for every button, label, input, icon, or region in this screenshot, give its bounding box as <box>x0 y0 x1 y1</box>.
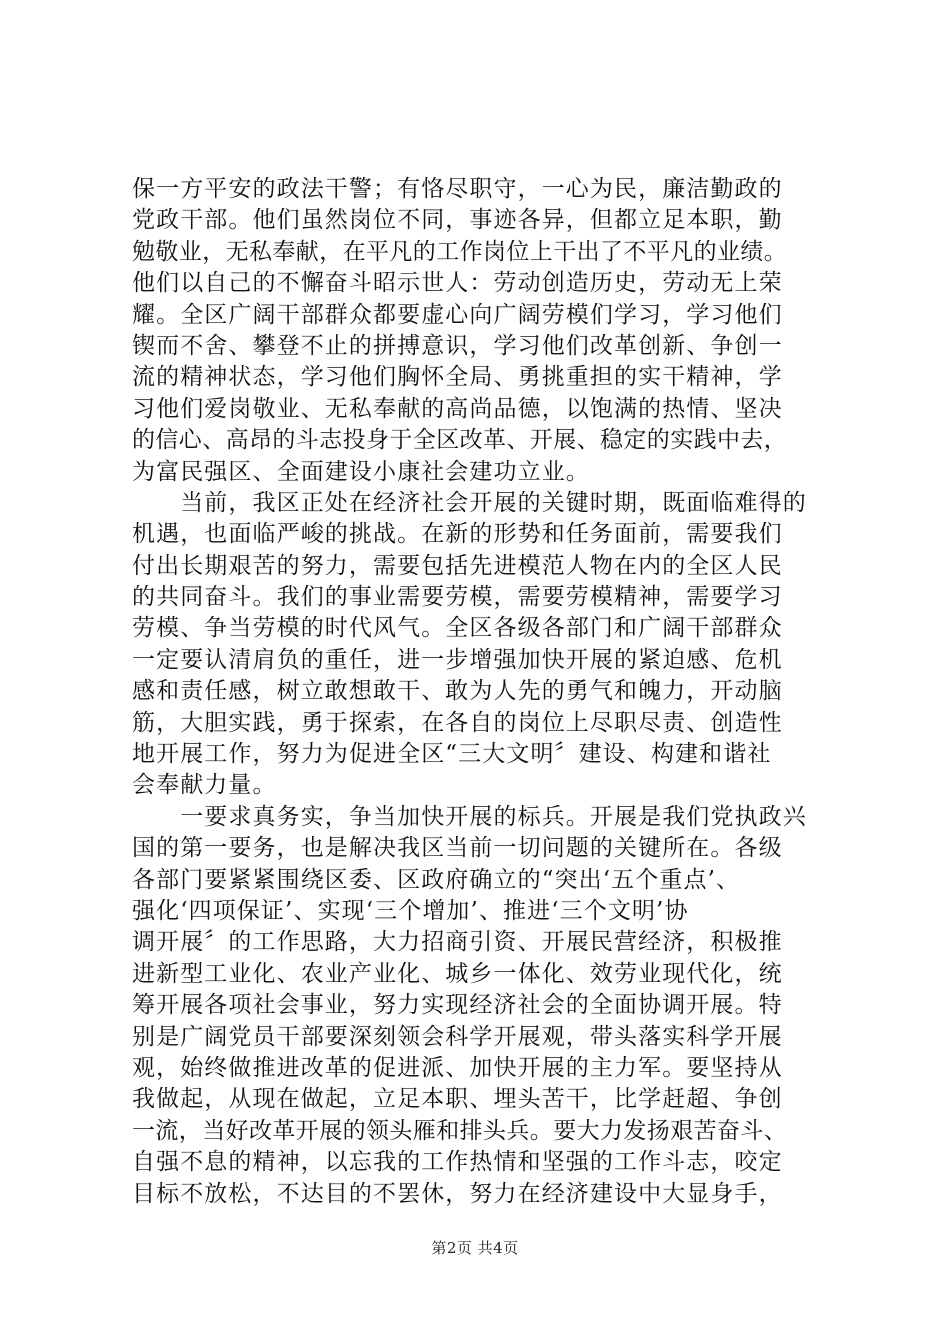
text-line: 筋，大胆实践，勇于探索，在各自的岗位上尽职尽责、创造性 <box>132 709 783 736</box>
text-line: 调开展〞的工作思路，大力招商引资、开展民营经济，积极推 <box>132 929 783 956</box>
text-line: 一定要认清肩负的重任，进一步增强加快开展的紧迫感、危机 <box>132 646 783 673</box>
text-line: 会奉献力量。 <box>132 772 277 799</box>
text-line: 进新型工业化、农业产业化、城乡一体化、效劳业现代化，统 <box>132 960 783 987</box>
text-line: 劳模、争当劳模的时代风气。全区各级各部门和广阔干部群众 <box>132 615 783 642</box>
text-line: 保一方平安的政法干警；有恪尽职守，一心为民，廉洁勤政的 <box>132 176 783 202</box>
text-line: 付出长期艰苦的努力，需要包括先进模范人物在内的全区人民 <box>132 552 783 579</box>
page-number-footer: 第2页 共4页 <box>431 1239 519 1257</box>
text-line: 我做起，从现在做起，立足本职、埋头苦干，比学赶超、争创 <box>132 1086 783 1113</box>
paragraph-start-line: 一要求真务实，争当加快开展的标兵。开展是我们党执政兴 <box>132 803 807 830</box>
text-line: 筹开展各项社会事业，努力实现经济社会的全面协调开展。特 <box>132 992 783 1019</box>
text-line: 自强不息的精神，以忘我的工作热情和坚强的工作斗志，咬定 <box>132 1149 783 1176</box>
text-line: 各部门要紧紧围绕区委、区政府确立的“突出‘五个重点’、 <box>132 866 741 893</box>
text-line: 的共同奋斗。我们的事业需要劳模，需要劳模精神，需要学习 <box>132 584 783 611</box>
text-line: 为富民强区、全面建设小康社会建功立业。 <box>132 458 590 485</box>
text-line: 机遇，也面临严峻的挑战。在新的形势和任务面前，需要我们 <box>132 521 783 548</box>
text-line: 地开展工作，努力为促进全区“三大文明〞建设、构建和谐社 <box>132 741 772 768</box>
text-line: 国的第一要务，也是解决我区当前一切问题的关键所在。各级 <box>132 835 783 862</box>
paragraph-start-line: 当前，我区正处在经济社会开展的关键时期，既面临难得的 <box>132 489 807 516</box>
text-line: 观，始终做推进改革的促进派、加快开展的主力军。要坚持从 <box>132 1054 783 1081</box>
text-line: 强化‘四项保证’、实现‘三个增加’、推进‘三个文明’协 <box>132 897 689 924</box>
text-line: 流的精神状态，学习他们胸怀全局、勇挑重担的实干精神，学 <box>132 364 783 391</box>
text-line: 锲而不舍、攀登不止的拼搏意识，学习他们改革创新、争创一 <box>132 332 783 359</box>
text-line: 他们以自己的不懈奋斗昭示世人：劳动创造历史，劳动无上荣 <box>132 270 783 297</box>
text-line: 感和责任感，树立敢想敢干、敢为人先的勇气和魄力，开动脑 <box>132 678 783 705</box>
text-line: 别是广阔党员干部要深刻领会科学开展观，带头落实科学开展 <box>132 1023 783 1050</box>
text-line: 耀。全区广阔干部群众都要虚心向广阔劳模们学习，学习他们 <box>132 301 783 328</box>
text-line: 目标不放松，不达目的不罢休，努力在经济建设中大显身手， <box>132 1180 783 1207</box>
text-line: 党政干部。他们虽然岗位不同，事迹各异，但都立足本职，勤 <box>132 207 783 234</box>
text-line: 一流，当好改革开展的领头雁和排头兵。要大力发扬艰苦奋斗、 <box>132 1117 788 1144</box>
text-line: 的信心、高昂的斗志投身于全区改革、开展、稳定的实践中去， <box>132 427 788 454</box>
document-body <box>132 174 832 1210</box>
text-line: 勉敬业，无私奉献，在平凡的工作岗位上干出了不平凡的业绩。 <box>132 238 788 265</box>
text-line: 习他们爱岗敬业、无私奉献的高尚品德，以饱满的热情、坚决 <box>132 395 783 422</box>
